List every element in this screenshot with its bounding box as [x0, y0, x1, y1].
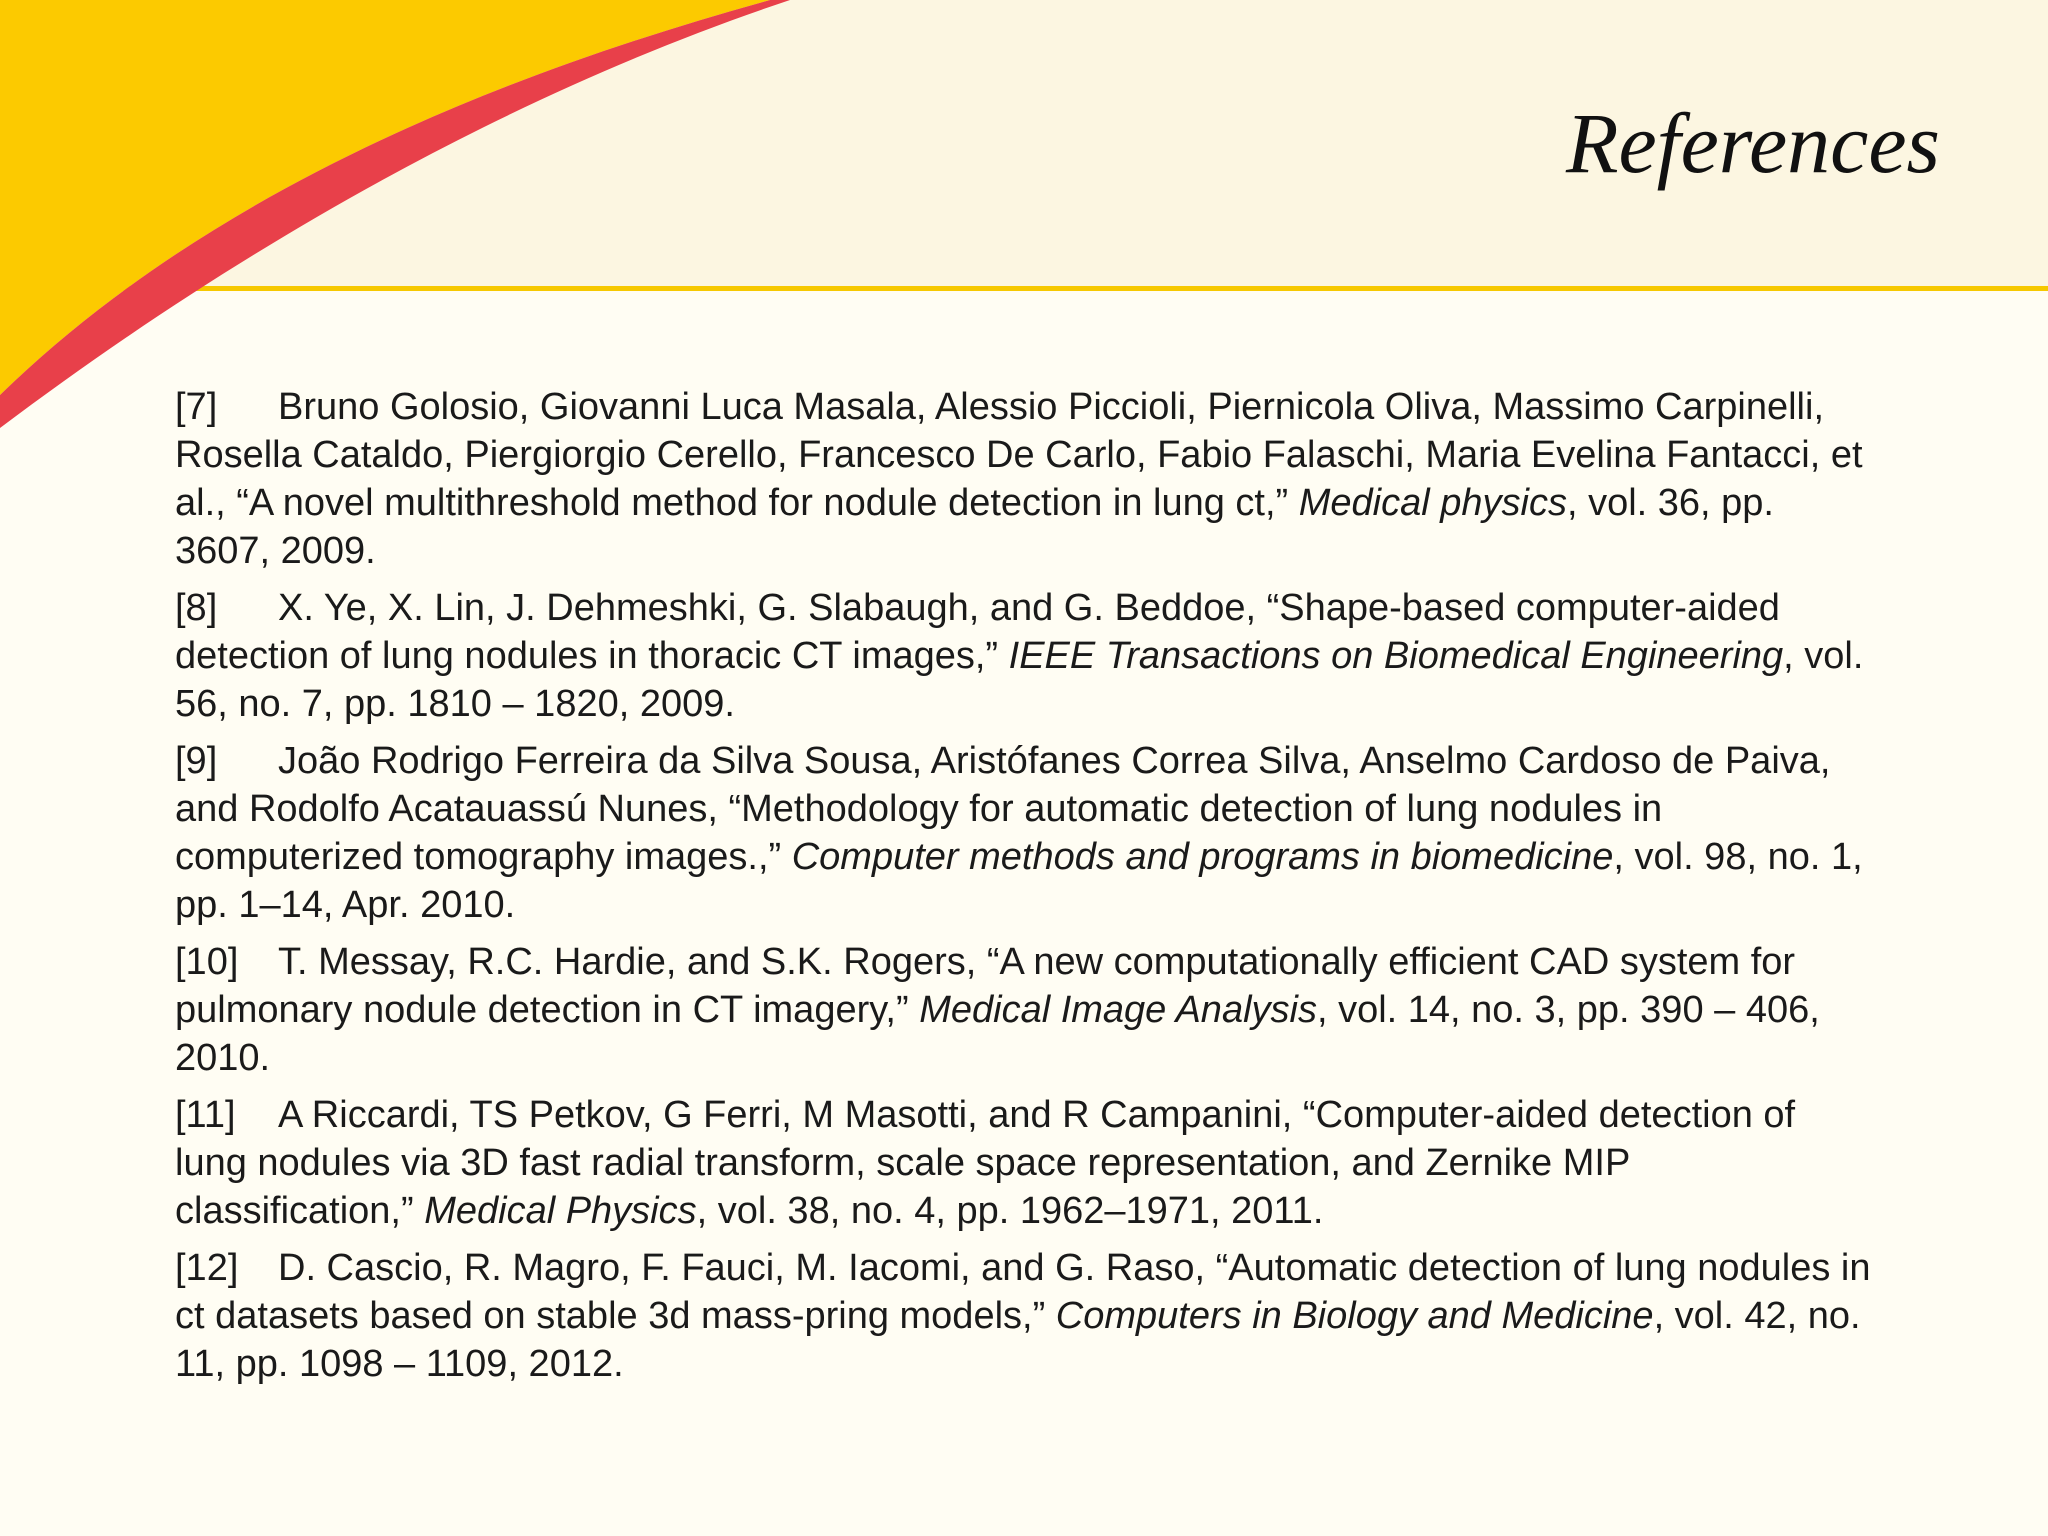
reference-list: [175, 383, 1875, 1397]
reference-venue: IEEE Transactions on Biomedical Engineering: [1008, 635, 1784, 677]
reference-authors-title: João Rodrigo Ferreira da Silva Sousa, Aristófanes Correa Silva, Anselmo Cardoso de Paiva, and Rodolfo Acatauassú Nunes, “Methodology for automatic detection of lung nodules in computerized tomography images.,”: [175, 740, 1831, 878]
reference-venue: Medical Physics: [424, 1190, 697, 1232]
reference-venue: Computers in Biology and Medicine: [1055, 1295, 1654, 1337]
reference-authors-title: A Riccardi, TS Petkov, G Ferri, M Masotti, and R Campanini, “Computer-aided detection of lung nodules via 3D fast radial transform, scale space representation, and Zernike MIP classification,”: [175, 1094, 1796, 1232]
reference-venue: Medical physics: [1298, 482, 1567, 524]
reference-details: , vol. 42, no. 11, pp. 1098 – 1109, 2012.: [175, 1295, 1861, 1385]
reference-authors-title: Bruno Golosio, Giovanni Luca Masala, Alessio Piccioli, Piernicola Oliva, Massimo Carpinelli, Rosella Cataldo, Piergiorgio Cerello, Francesco De Carlo, Fabio Falaschi, Maria Evelina Fantacci, et al., “A novel multithreshold method for nodule detection in lung ct,”: [175, 386, 1863, 524]
page-title: References: [1565, 95, 1940, 191]
reference-item: [175, 584, 1875, 728]
reference-authors-title: T. Messay, R.C. Hardie, and S.K. Rogers, “A new computationally efficient CAD system for pulmonary nodule detection in CT imagery,”: [175, 941, 1796, 1031]
reference-venue: Medical Image Analysis: [919, 989, 1317, 1031]
reference-authors-title: X. Ye, X. Lin, J. Dehmeshki, G. Slabaugh, and G. Beddoe, “Shape-based computer-aided detection of lung nodules in thoracic CT images,”: [175, 587, 1780, 677]
reference-authors-title: D. Cascio, R. Magro, F. Fauci, M. Iacomi, and G. Raso, “Automatic detection of lung nodules in ct datasets based on stable 3d mass-pring models,”: [175, 1247, 1871, 1337]
reference-details: , vol. 38, no. 4, pp. 1962–1971, 2011.: [696, 1190, 1324, 1232]
reference-number: [12]: [175, 1247, 239, 1289]
reference-details: , vol. 56, no. 7, pp. 1810 – 1820, 2009.: [175, 635, 1864, 725]
reference-details: , vol. 98, no. 1, pp. 1–14, Apr. 2010.: [175, 836, 1863, 926]
reference-number: [9]: [175, 740, 218, 782]
reference-item: [175, 383, 1875, 575]
reference-venue: Computer methods and programs in biomedicine: [791, 836, 1614, 878]
reference-number: [11]: [175, 1094, 236, 1136]
reference-number: [10]: [175, 941, 239, 983]
reference-item: [175, 737, 1875, 929]
reference-details: , vol. 36, pp. 3607, 2009.: [175, 482, 1774, 572]
reference-details: , vol. 14, no. 3, pp. 390 – 406, 2010.: [175, 989, 1820, 1079]
reference-number: [7]: [175, 386, 218, 428]
reference-item: [175, 1244, 1875, 1388]
reference-number: [8]: [175, 587, 218, 629]
reference-item: [175, 938, 1875, 1082]
reference-item: [175, 1091, 1875, 1235]
